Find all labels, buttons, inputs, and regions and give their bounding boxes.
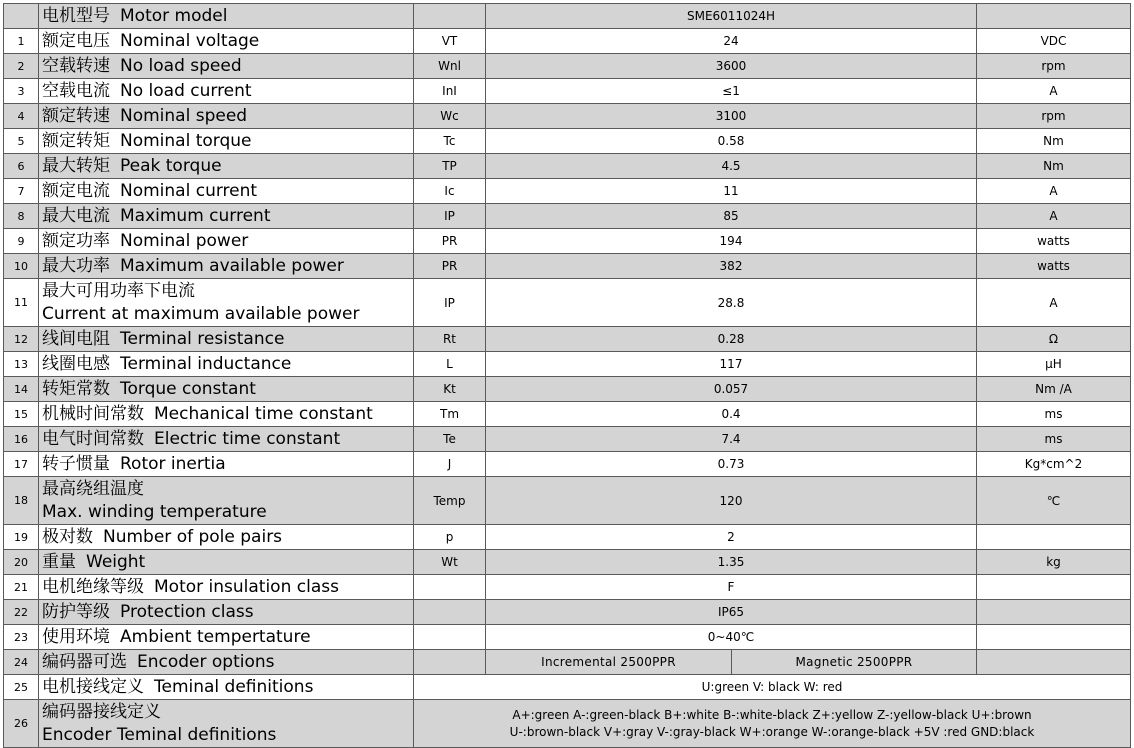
param-zh: 额定电流 bbox=[42, 181, 110, 201]
unit-cell: watts bbox=[977, 229, 1131, 254]
row-number: 22 bbox=[4, 600, 39, 625]
spec-row bbox=[4, 477, 1131, 525]
spec-row bbox=[4, 254, 1131, 279]
spec-row bbox=[4, 550, 1131, 575]
spec-row bbox=[4, 575, 1131, 600]
param-zh: 最大电流 bbox=[42, 206, 110, 226]
encoder-wiring-row bbox=[4, 700, 1131, 748]
param-zh: 最高绕组温度 bbox=[42, 478, 144, 499]
spec-row bbox=[4, 402, 1131, 427]
encoder-wiring-line-1: A+:green A-:green-black B+:white B-:white-black Z+:yellow Z-:yellow-black U+:brown bbox=[512, 707, 1032, 722]
symbol-cell: TP bbox=[414, 154, 486, 179]
param-zh: 防护等级 bbox=[42, 602, 110, 622]
parameter-name bbox=[39, 625, 414, 650]
parameter-name bbox=[39, 279, 414, 327]
spec-row bbox=[4, 154, 1131, 179]
spec-table-body bbox=[4, 4, 1131, 748]
spec-row bbox=[4, 625, 1131, 650]
row-number: 15 bbox=[4, 402, 39, 427]
value-cell: 0~40℃ bbox=[486, 625, 977, 650]
parameter-name bbox=[39, 79, 414, 104]
param-en: Teminal definitions bbox=[154, 677, 314, 697]
param-en: Max. winding temperature bbox=[42, 501, 267, 522]
spec-row bbox=[4, 600, 1131, 625]
unit-cell bbox=[977, 650, 1131, 675]
row-number: 3 bbox=[4, 79, 39, 104]
parameter-name bbox=[39, 477, 414, 525]
row-number: 23 bbox=[4, 625, 39, 650]
param-en: Mechanical time constant bbox=[154, 404, 373, 424]
param-en: Electric time constant bbox=[154, 429, 341, 449]
parameter-name bbox=[39, 327, 414, 352]
unit-cell: Nm /A bbox=[977, 377, 1131, 402]
symbol-cell bbox=[414, 625, 486, 650]
param-en: Nominal current bbox=[120, 181, 258, 201]
unit-cell: watts bbox=[977, 254, 1131, 279]
unit-cell: Nm bbox=[977, 154, 1131, 179]
symbol-cell: PR bbox=[414, 229, 486, 254]
parameter-name bbox=[39, 104, 414, 129]
encoder-wiring-value bbox=[414, 700, 1131, 748]
unit-cell: A bbox=[977, 79, 1131, 104]
row-number: 4 bbox=[4, 104, 39, 129]
row-number: 25 bbox=[4, 675, 39, 700]
param-zh: 编码器可选 bbox=[42, 652, 127, 672]
unit-cell: A bbox=[977, 179, 1131, 204]
value-cell: 0.057 bbox=[486, 377, 977, 402]
param-zh: 线间电阻 bbox=[42, 329, 110, 349]
param-zh: 空载转速 bbox=[42, 56, 110, 76]
param-en: Torque constant bbox=[120, 379, 256, 399]
motor-wiring-row bbox=[4, 675, 1131, 700]
value-cell: F bbox=[486, 575, 977, 600]
symbol-cell: Temp bbox=[414, 477, 486, 525]
spec-row bbox=[4, 54, 1131, 79]
symbol-cell: Ic bbox=[414, 179, 486, 204]
param-en: Number of pole pairs bbox=[103, 527, 283, 547]
encoder-wiring-line-2: U-:brown-black V+:gray V-:gray-black W+:orange W-:orange-black +5V :red GND:black bbox=[509, 724, 1035, 739]
value-cell: 3600 bbox=[486, 54, 977, 79]
param-zh: 最大功率 bbox=[42, 256, 110, 276]
spec-row bbox=[4, 452, 1131, 477]
value-cell: 382 bbox=[486, 254, 977, 279]
symbol-cell: J bbox=[414, 452, 486, 477]
param-en: Nominal voltage bbox=[120, 31, 260, 51]
unit-cell bbox=[977, 525, 1131, 550]
symbol-cell: InI bbox=[414, 79, 486, 104]
param-en: Motor model bbox=[120, 6, 228, 26]
param-zh: 转矩常数 bbox=[42, 379, 110, 399]
param-zh: 最大转矩 bbox=[42, 156, 110, 176]
value-cell: 120 bbox=[486, 477, 977, 525]
value-cell: 0.58 bbox=[486, 129, 977, 154]
row-number: 12 bbox=[4, 327, 39, 352]
param-zh: 编码器接线定义 bbox=[42, 701, 161, 722]
symbol-cell: IP bbox=[414, 279, 486, 327]
param-zh: 额定功率 bbox=[42, 231, 110, 251]
row-number: 18 bbox=[4, 477, 39, 525]
param-en: Rotor inertia bbox=[120, 454, 226, 474]
param-zh: 额定转速 bbox=[42, 106, 110, 126]
unit-cell: Ω bbox=[977, 327, 1131, 352]
spec-row bbox=[4, 179, 1131, 204]
symbol-cell: Kt bbox=[414, 377, 486, 402]
param-en: No load current bbox=[120, 81, 252, 101]
encoder-option-magnetic: Magnetic 2500PPR bbox=[732, 650, 977, 675]
parameter-name bbox=[39, 550, 414, 575]
symbol-cell: VT bbox=[414, 29, 486, 54]
param-zh: 电机绝缘等级 bbox=[42, 577, 144, 597]
value-cell: 11 bbox=[486, 179, 977, 204]
parameter-name bbox=[39, 229, 414, 254]
unit-cell: rpm bbox=[977, 104, 1131, 129]
param-zh: 电机型号 bbox=[42, 6, 110, 26]
symbol-cell: Rt bbox=[414, 327, 486, 352]
spec-row bbox=[4, 204, 1131, 229]
param-en: Ambient tempertature bbox=[120, 627, 311, 647]
encoder-option-incremental: Incremental 2500PPR bbox=[486, 650, 732, 675]
value-cell: 7.4 bbox=[486, 427, 977, 452]
row-number: 9 bbox=[4, 229, 39, 254]
row-number: 11 bbox=[4, 279, 39, 327]
spec-row bbox=[4, 327, 1131, 352]
param-zh: 最大可用功率下电流 bbox=[42, 280, 195, 301]
value-cell: 117 bbox=[486, 352, 977, 377]
unit-cell: VDC bbox=[977, 29, 1131, 54]
parameter-name bbox=[39, 650, 414, 675]
symbol-cell: Wt bbox=[414, 550, 486, 575]
row-number: 16 bbox=[4, 427, 39, 452]
row-number: 1 bbox=[4, 29, 39, 54]
unit-cell bbox=[977, 625, 1131, 650]
symbol-cell bbox=[414, 600, 486, 625]
parameter-name bbox=[39, 129, 414, 154]
parameter-name bbox=[39, 54, 414, 79]
unit-cell: A bbox=[977, 204, 1131, 229]
spec-row bbox=[4, 427, 1131, 452]
symbol-cell: Wnl bbox=[414, 54, 486, 79]
spec-row bbox=[4, 29, 1131, 54]
spec-row bbox=[4, 229, 1131, 254]
param-zh: 极对数 bbox=[42, 527, 93, 547]
row-number: 26 bbox=[4, 700, 39, 748]
param-en: Protection class bbox=[120, 602, 254, 622]
param-zh: 线圈电感 bbox=[42, 354, 110, 374]
symbol-cell bbox=[414, 4, 486, 29]
row-number: 21 bbox=[4, 575, 39, 600]
value-cell: 0.4 bbox=[486, 402, 977, 427]
unit-cell: ms bbox=[977, 427, 1131, 452]
value-cell: 28.8 bbox=[486, 279, 977, 327]
parameter-name bbox=[39, 575, 414, 600]
param-zh: 电机接线定义 bbox=[42, 677, 144, 697]
param-en: Nominal speed bbox=[120, 106, 248, 126]
row-number: 20 bbox=[4, 550, 39, 575]
parameter-name bbox=[39, 179, 414, 204]
row-number: 6 bbox=[4, 154, 39, 179]
symbol-cell: IP bbox=[414, 204, 486, 229]
param-zh: 使用环境 bbox=[42, 627, 110, 647]
param-zh: 机械时间常数 bbox=[42, 404, 144, 424]
param-zh: 额定电压 bbox=[42, 31, 110, 51]
symbol-cell: Tc bbox=[414, 129, 486, 154]
value-cell: 4.5 bbox=[486, 154, 977, 179]
unit-cell: kg bbox=[977, 550, 1131, 575]
row-number: 24 bbox=[4, 650, 39, 675]
param-en: No load speed bbox=[120, 56, 242, 76]
symbol-cell: Te bbox=[414, 427, 486, 452]
param-en: Nominal torque bbox=[120, 131, 252, 151]
unit-cell: Kg*cm^2 bbox=[977, 452, 1131, 477]
parameter-name bbox=[39, 402, 414, 427]
param-en: Maximum current bbox=[120, 206, 271, 226]
unit-cell: μH bbox=[977, 352, 1131, 377]
parameter-name bbox=[39, 352, 414, 377]
param-en: Maximum available power bbox=[120, 256, 344, 276]
param-zh: 额定转矩 bbox=[42, 131, 110, 151]
param-en: Motor insulation class bbox=[154, 577, 339, 597]
value-cell: 0.28 bbox=[486, 327, 977, 352]
parameter-name bbox=[39, 675, 414, 700]
parameter-name bbox=[39, 4, 414, 29]
spec-row bbox=[4, 104, 1131, 129]
row-number: 10 bbox=[4, 254, 39, 279]
parameter-name bbox=[39, 377, 414, 402]
param-en: Encoder Teminal definitions bbox=[42, 724, 277, 745]
spec-row bbox=[4, 279, 1131, 327]
encoder-options-row bbox=[4, 650, 1131, 675]
symbol-cell: L bbox=[414, 352, 486, 377]
param-en: Encoder options bbox=[137, 652, 275, 672]
unit-cell: ℃ bbox=[977, 477, 1131, 525]
symbol-cell: p bbox=[414, 525, 486, 550]
param-en: Peak torque bbox=[120, 156, 222, 176]
unit-cell: Nm bbox=[977, 129, 1131, 154]
param-en: Current at maximum available power bbox=[42, 303, 360, 324]
row-number bbox=[4, 4, 39, 29]
model-value: SME6011024H bbox=[486, 4, 977, 29]
value-cell: 3100 bbox=[486, 104, 977, 129]
unit-cell: A bbox=[977, 279, 1131, 327]
symbol-cell bbox=[414, 650, 486, 675]
parameter-name bbox=[39, 204, 414, 229]
symbol-cell: PR bbox=[414, 254, 486, 279]
value-cell: 85 bbox=[486, 204, 977, 229]
param-en: Terminal inductance bbox=[120, 354, 292, 374]
row-number: 7 bbox=[4, 179, 39, 204]
row-number: 2 bbox=[4, 54, 39, 79]
parameter-name bbox=[39, 452, 414, 477]
symbol-cell: Wc bbox=[414, 104, 486, 129]
header-row bbox=[4, 4, 1131, 29]
unit-cell bbox=[977, 575, 1131, 600]
parameter-name bbox=[39, 700, 414, 748]
row-number: 17 bbox=[4, 452, 39, 477]
param-en: Nominal power bbox=[120, 231, 249, 251]
param-zh: 空载电流 bbox=[42, 81, 110, 101]
unit-cell bbox=[977, 4, 1131, 29]
value-cell: ≤1 bbox=[486, 79, 977, 104]
param-zh: 重量 bbox=[42, 552, 76, 572]
value-cell: 0.73 bbox=[486, 452, 977, 477]
symbol-cell bbox=[414, 575, 486, 600]
motor-spec-table bbox=[3, 3, 1131, 748]
symbol-cell: Tm bbox=[414, 402, 486, 427]
value-cell: 194 bbox=[486, 229, 977, 254]
unit-cell bbox=[977, 600, 1131, 625]
spec-row bbox=[4, 129, 1131, 154]
value-cell: 2 bbox=[486, 525, 977, 550]
parameter-name bbox=[39, 254, 414, 279]
unit-cell: ms bbox=[977, 402, 1131, 427]
row-number: 8 bbox=[4, 204, 39, 229]
param-zh: 转子惯量 bbox=[42, 454, 110, 474]
parameter-name bbox=[39, 29, 414, 54]
row-number: 14 bbox=[4, 377, 39, 402]
parameter-name bbox=[39, 525, 414, 550]
spec-row bbox=[4, 377, 1131, 402]
motor-wiring-value: U:green V: black W: red bbox=[414, 675, 1131, 700]
spec-row bbox=[4, 352, 1131, 377]
parameter-name bbox=[39, 600, 414, 625]
value-cell: 24 bbox=[486, 29, 977, 54]
row-number: 19 bbox=[4, 525, 39, 550]
param-en: Terminal resistance bbox=[120, 329, 285, 349]
param-en: Weight bbox=[86, 552, 146, 572]
row-number: 13 bbox=[4, 352, 39, 377]
parameter-name bbox=[39, 154, 414, 179]
param-zh: 电气时间常数 bbox=[42, 429, 144, 449]
spec-row bbox=[4, 79, 1131, 104]
value-cell: 1.35 bbox=[486, 550, 977, 575]
row-number: 5 bbox=[4, 129, 39, 154]
unit-cell: rpm bbox=[977, 54, 1131, 79]
spec-row bbox=[4, 525, 1131, 550]
parameter-name bbox=[39, 427, 414, 452]
value-cell: IP65 bbox=[486, 600, 977, 625]
